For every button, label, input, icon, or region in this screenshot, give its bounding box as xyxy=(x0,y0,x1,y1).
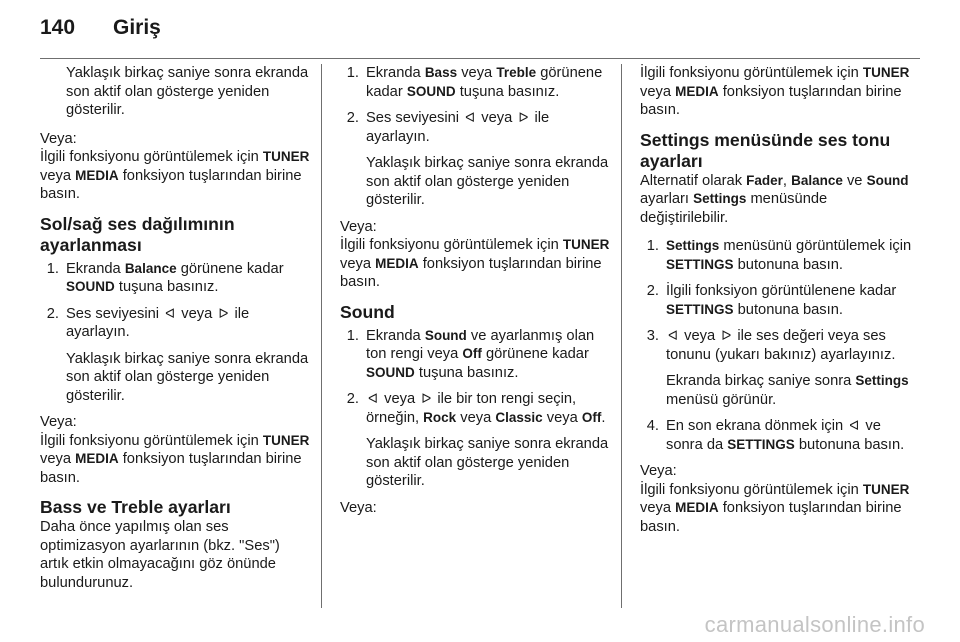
paragraph-veya: Veya: xyxy=(340,218,377,235)
left-arrow-icon: ᐊ xyxy=(368,391,378,406)
heading-settings: Settings menüsünde ses tonu ayarları xyxy=(640,129,891,171)
paragraph-veya: Veya: xyxy=(40,130,77,147)
paragraph-alternative: Alternatif olarak Fader, Balance ve Sound ayarları Settings menüsünde değiştirilebilir. xyxy=(640,172,909,226)
paragraph-function: İlgili fonksiyonu görüntülemek için TUNER veya MEDIA fonksiyon tuşlarından birine basın. xyxy=(40,149,310,202)
right-arrow-icon: ᐅ xyxy=(218,305,229,321)
heading-bass-treble: Bass ve Treble ayarları xyxy=(40,497,231,517)
list-item: 1. Ekranda Sound ve ayarlanmış olan ton rengi veya Off görünene kadar SOUND tuşuna basınız. xyxy=(346,327,595,381)
right-arrow-icon: ᐅ xyxy=(421,391,432,406)
list-item: 3. ᐊ veya ᐅ ile ses değeri veya ses tonunu (yukarı bakınız) ayarlayınız. Ekranda birkaç saniye sonra Settings menüsü görünür. xyxy=(646,328,909,408)
paragraph-function: İlgili fonksiyonu görüntülemek için TUNER veya MEDIA fonksiyon tuşlarından birine basın. xyxy=(40,432,310,486)
page-number: 140 xyxy=(40,16,76,39)
balance-steps xyxy=(40,260,310,406)
list-item: 2. İlgili fonksiyon görüntülenene kadar SETTINGS butonuna basın. xyxy=(646,283,897,318)
bass-treble-steps xyxy=(340,64,612,210)
sound-steps xyxy=(340,327,612,491)
column-2 xyxy=(340,64,612,517)
left-arrow-icon: ᐊ xyxy=(165,305,176,321)
list-item: 2. ᐊ veya ᐅ ile bir ton rengi seçin, örneğin, Rock veya Classic veya Off. Yaklaşık birkaç saniye sonra ekranda son aktif olan gösterge yeniden gösterilir. xyxy=(346,391,609,489)
left-arrow-icon: ᐊ xyxy=(465,110,476,125)
paragraph-veya: Veya: xyxy=(640,463,677,479)
header-divider xyxy=(40,58,920,59)
paragraph-function: İlgili fonksiyonu görüntülemek için TUNER veya MEDIA fonksiyon tuşlarından birine basın. xyxy=(340,237,610,290)
right-arrow-icon: ᐅ xyxy=(721,328,732,343)
paragraph-veya: Veya: xyxy=(40,414,77,430)
column-1 xyxy=(40,64,310,602)
right-arrow-icon: ᐅ xyxy=(518,110,529,125)
left-arrow-icon: ᐊ xyxy=(668,328,678,343)
list-item: 1. Ekranda Bass veya Treble görünene kadar SOUND tuşuna basınız. xyxy=(346,65,603,100)
heading-balance: Sol/sağ ses dağılımının ayarlanması xyxy=(40,213,235,255)
settings-steps xyxy=(640,237,915,454)
watermark: carmanualsonline.info xyxy=(704,612,925,637)
paragraph-function: İlgili fonksiyonu görüntülemek için TUNER veya MEDIA fonksiyon tuşlarından birine basın. xyxy=(640,481,910,535)
column-divider-2 xyxy=(621,64,622,608)
page-header xyxy=(40,16,161,46)
left-arrow-icon: ᐊ xyxy=(849,418,860,433)
list-item: 1. Ekranda Balance görünene kadar SOUND tuşuna basınız. xyxy=(46,260,284,295)
heading-sound: Sound xyxy=(340,301,395,322)
paragraph-bass: Daha önce yapılmış olan ses optimizasyon ayarlarının (bkz. "Ses") artık etkin olmayacağını göz önünde bulundurunuz. xyxy=(40,519,280,591)
page-title: Giriş xyxy=(113,16,161,39)
list-item: 1. Settings menüsünü görüntülemek için SETTINGS butonuna basın. xyxy=(646,238,912,273)
paragraph-function: İlgili fonksiyonu görüntülemek için TUNER veya MEDIA fonksiyon tuşlarından birine basın. xyxy=(640,65,910,118)
column-divider-1 xyxy=(321,64,322,608)
list-item: 2. Ses seviyesini ᐊ veya ᐅ ile ayarlayın. Yaklaşık birkaç saniye sonra ekranda son aktif olan gösterge yeniden gösterilir. xyxy=(346,110,609,208)
paragraph-veya: Veya: xyxy=(340,499,377,516)
list-item: 2. Ses seviyesini ᐊ veya ᐅ ile ayarlayın. Yaklaşık birkaç saniye sonra ekranda son aktif olan gösterge yeniden gösterilir. xyxy=(46,305,309,404)
paragraph: Yaklaşık birkaç saniye sonra ekranda son aktif olan gösterge yeniden gösterilir. xyxy=(66,65,309,118)
list-item: 4. En son ekrana dönmek için ᐊ ve sonra da SETTINGS butonuna basın. xyxy=(646,418,905,453)
column-3 xyxy=(640,64,915,546)
